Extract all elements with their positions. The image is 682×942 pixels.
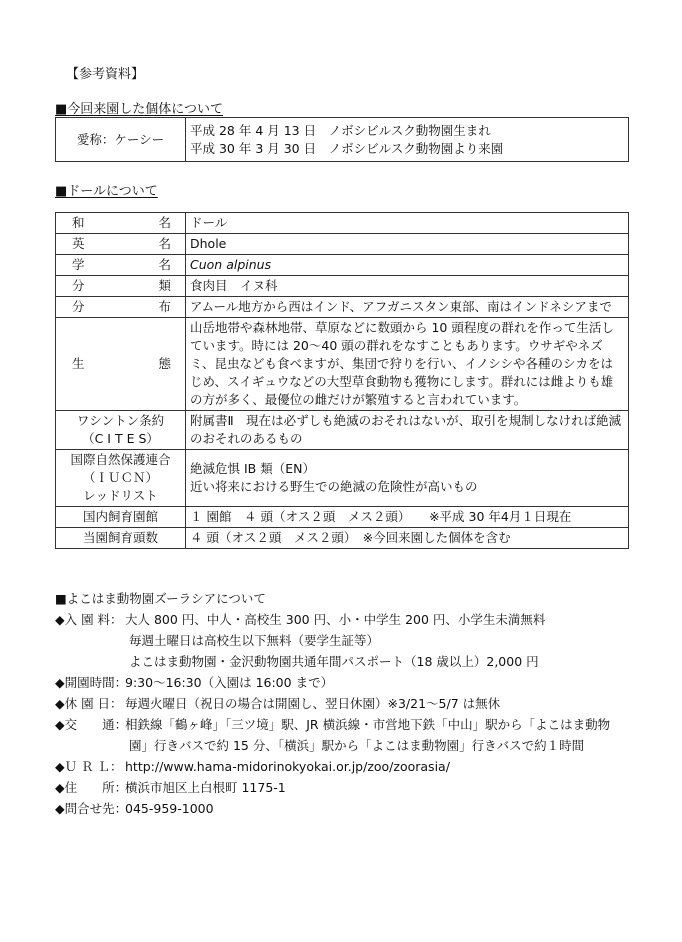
address-row xyxy=(55,777,610,798)
arrival-line: 平成 30 年 3 月 30 日 ノボシビルスク動物園より来園 xyxy=(190,140,504,156)
table-row xyxy=(56,528,629,549)
dhole-table xyxy=(55,212,629,549)
table-row: 英 名 Dhole xyxy=(56,234,629,255)
access-line-1: 相鉄線「鶴ヶ峰」「三ツ境」駅、JR 横浜線・市営地下鉄「中山」駅から「よこはま動物 xyxy=(125,717,611,732)
access-label: ◆交 通： xyxy=(55,717,128,732)
distribution-value: アムール地方から西はインド、アフガニスタン東部、南はインドネシアまで xyxy=(186,297,629,318)
contact-value: 045-959-1000 xyxy=(125,801,214,816)
label-distribution: 分 xyxy=(72,299,85,314)
url-label: ◆Ｕ Ｒ Ｌ： xyxy=(55,759,123,774)
table-row xyxy=(56,450,629,507)
classification-value: 食肉目 イヌ科 xyxy=(186,276,629,297)
iucn-value: 絶滅危惧 IB 類（EN） 近い将来における野生での絶滅の危険性が高いもの xyxy=(186,450,629,507)
individual-table xyxy=(55,117,629,162)
table-row: 分 類 食肉目 イヌ科 xyxy=(56,276,629,297)
ecology-value: 山岳地帯や森林地帯、草原などに数頭から 10 頭程度の群れを作って生活しています。時には 20～40 頭の群れをなすこともあります。ウサギやネズミ、昆虫なども食べますが、集団で狩りを行い、イノシシや各種のシカをはじめ、スイギュウなどの大型草食動物も獲物にします。群れには雌よりも雄の方が多く、最優位の雌だけが繁殖すると言われています。 xyxy=(186,318,629,411)
reference-heading: 【参考資料】 xyxy=(66,67,145,82)
closed-value: 毎週火曜日（祝日の場合は開園し、翌日休園）※3/21～5/7 は無休 xyxy=(125,696,501,711)
nickname-cell: 愛称：ケーシー xyxy=(56,118,186,162)
label-english-name: 英 xyxy=(72,236,85,251)
closed-row xyxy=(55,693,610,714)
admission-row xyxy=(55,609,610,630)
table-row xyxy=(56,411,629,450)
zoorasia-title: ■よこはま動物園ズーラシアについて xyxy=(55,591,266,606)
closed-label: ◆休 園 日： xyxy=(55,696,123,711)
hours-label: ◆開園時間： xyxy=(55,675,128,690)
table-row: 和 名 ドール xyxy=(56,213,629,234)
table-row: 分 布 アムール地方から西はインド、アフガニスタン東部、南はインドネシアまで xyxy=(56,297,629,318)
zoorasia-section xyxy=(55,588,610,819)
access-line-2: 園」行きバスで約 15 分、「横浜」駅から「よこはま動物園」行きバスで約１時間 xyxy=(129,738,585,753)
table-row: 学 名 Cuon alpinus xyxy=(56,255,629,276)
label-classification: 分 xyxy=(72,278,85,293)
cites-value: 附属書Ⅱ 現在は必ずしも絶滅のおそれはないが、取引を規制しなければ絶滅のおそれのあるもの xyxy=(186,411,629,450)
dhole-section-title: ■ドールについて xyxy=(55,184,158,199)
contact-row xyxy=(55,798,610,819)
hours-row xyxy=(55,672,610,693)
label-japanese-name: 和 xyxy=(72,215,85,230)
admission-line-1: 大人 800 円、中人・高校生 300 円、小・中学生 200 円、小学生未満無料 xyxy=(125,612,546,627)
access-row xyxy=(55,714,610,735)
label-domestic-zoos: 国内飼育園館 xyxy=(56,507,186,528)
label-cites: ワシントン条約 （C I T E S） xyxy=(56,411,186,450)
address-label: ◆住 所： xyxy=(55,780,128,795)
individual-section-title: ■今回来園した個体について xyxy=(55,102,224,117)
label-zoo-count: 当園飼育頭数 xyxy=(56,528,186,549)
admission-line-2: 毎週土曜日は高校生以下無料（要学生証等） xyxy=(129,633,380,648)
table-row xyxy=(56,507,629,528)
birth-line: 平成 28 年 4 月 13 日 ノボシビルスク動物園生まれ xyxy=(190,122,491,138)
admission-label: ◆入 園 料： xyxy=(55,612,123,627)
table-row: 生 態 山岳地帯や森林地帯、草原などに数頭から 10 頭程度の群れを作って生活しています。時には 20～40 頭の群れをなすこともあります。ウサギやネズミ、昆虫なども食べますが、集団で狩りを行い、イノシシや各種のシカをはじめ、スイギュウなどの大型草食動物も獲物にします。群れには雌よりも雄の方が多く、最優位の雌だけが繁殖すると言われています。 xyxy=(56,318,629,411)
url-link[interactable]: http://www.hama-midorinokyokai.or.jp/zoo/zoorasia/ xyxy=(125,759,450,774)
english-name-value: Dhole xyxy=(186,234,629,255)
hours-value: 9:30～16:30（入園は 16:00 まで） xyxy=(125,675,334,690)
domestic-zoos-value: １ 園館 ４ 頭（オス２頭 メス２頭） ※平成 30 年4月１日現在 xyxy=(186,507,629,528)
japanese-name-value: ドール xyxy=(186,213,629,234)
contact-label: ◆問合せ先： xyxy=(55,801,128,816)
admission-line-3: よこはま動物園・金沢動物園共通年間パスポート（18 歳以上）2,000 円 xyxy=(129,654,539,669)
label-scientific-name: 学 xyxy=(72,257,85,272)
address-value: 横浜市旭区上白根町 1175-1 xyxy=(125,780,286,795)
scientific-name-value: Cuon alpinus xyxy=(186,255,629,276)
url-row xyxy=(55,756,610,777)
label-ecology: 生 xyxy=(72,356,85,371)
label-iucn: 国際自然保護連合 （ＩＵＣＮ） レッドリスト xyxy=(56,450,186,507)
individual-info-cell xyxy=(186,118,629,162)
zoo-count-value: ４ 頭（オス２頭 メス２頭） ※今回来園した個体を含む xyxy=(186,528,629,549)
